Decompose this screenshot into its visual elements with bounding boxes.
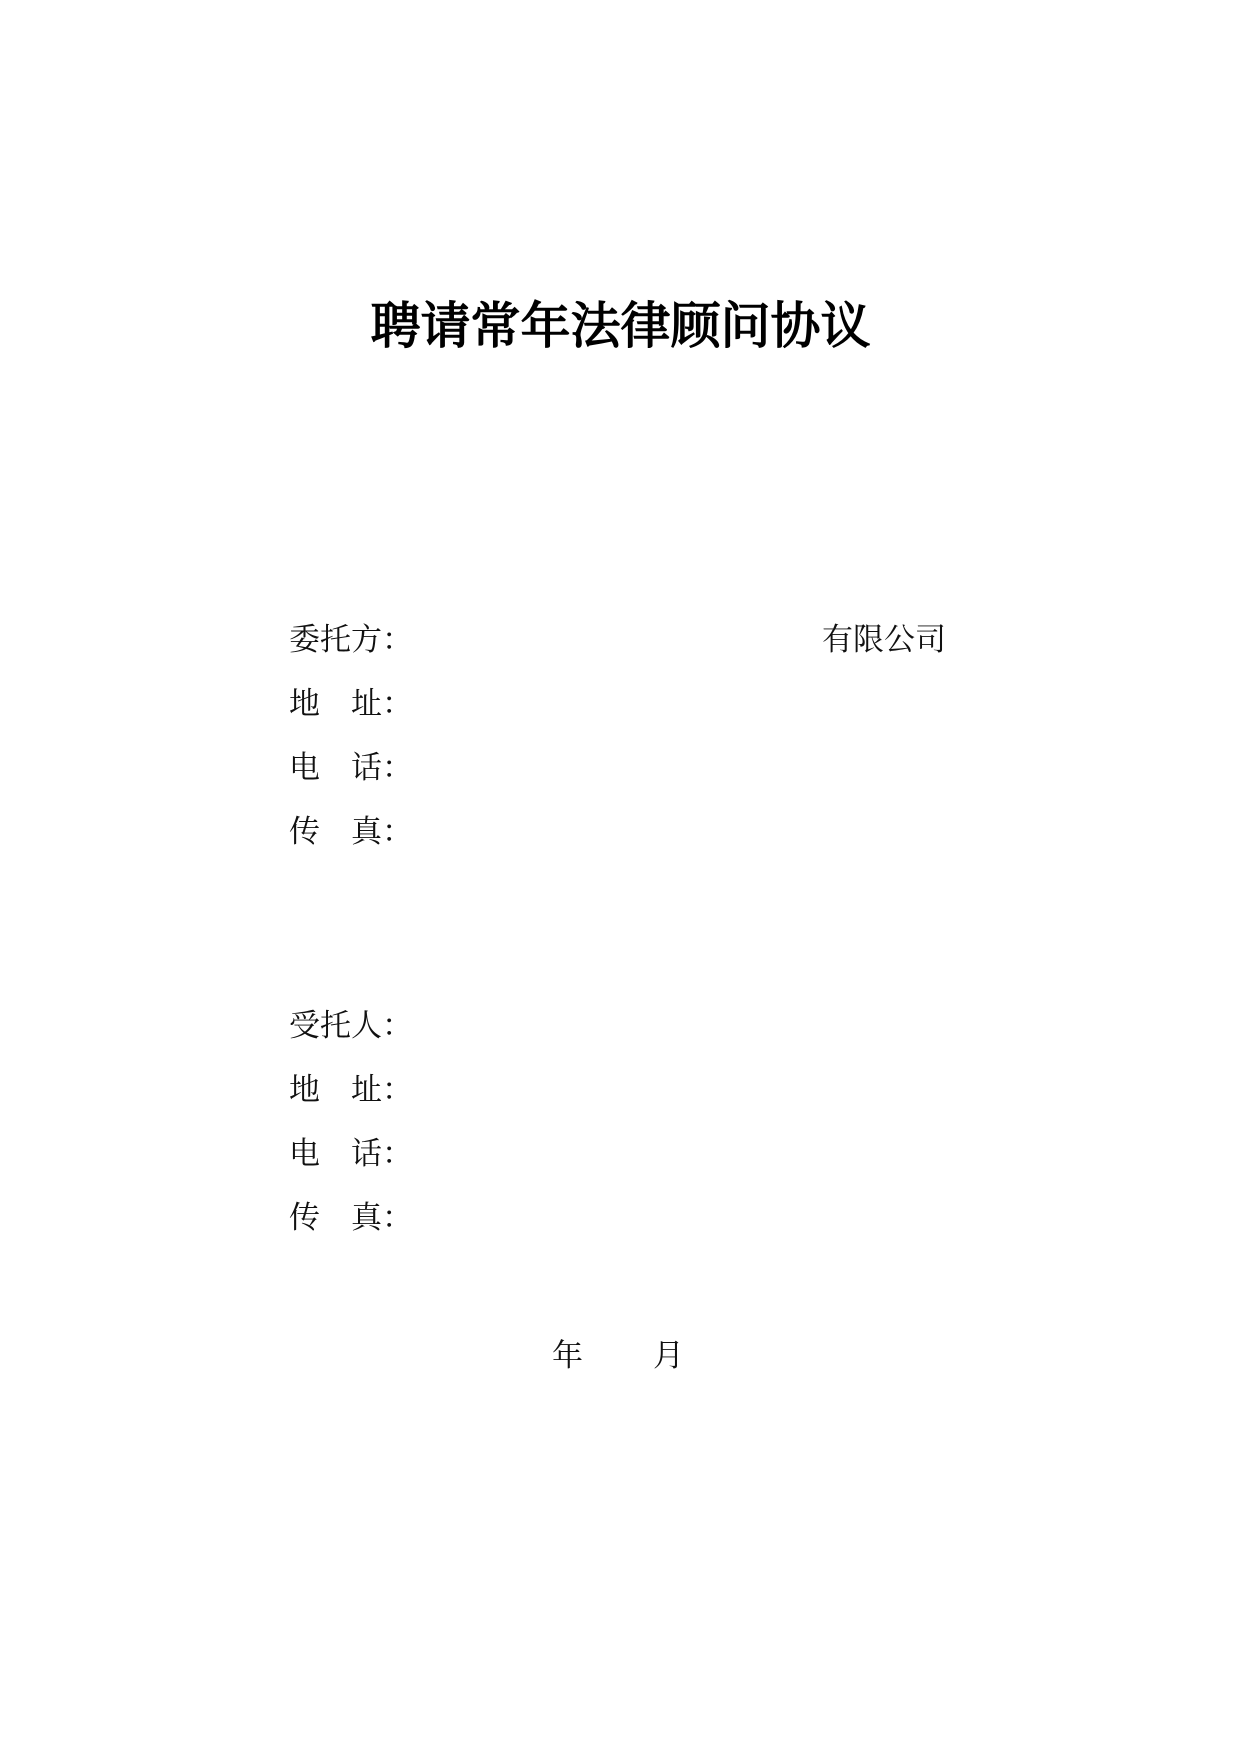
client-address-label: 地 址： (289, 686, 413, 722)
document-title: 聘请常年法律顾问协议 (370, 297, 871, 355)
client-phone-label: 电 话： (289, 750, 413, 786)
client-fax-label: 传 真： (289, 814, 413, 850)
client-company-suffix: 有限公司 (822, 622, 946, 658)
client-label: 委托方： (289, 622, 413, 658)
agent-address-label: 地 址： (289, 1072, 413, 1108)
agent-fax-label: 传 真： (289, 1200, 413, 1236)
date-year-label: 年 (552, 1338, 583, 1374)
date-month-label: 月 (653, 1338, 684, 1374)
agent-label: 受托人： (289, 1008, 413, 1044)
agent-phone-label: 电 话： (289, 1136, 413, 1172)
